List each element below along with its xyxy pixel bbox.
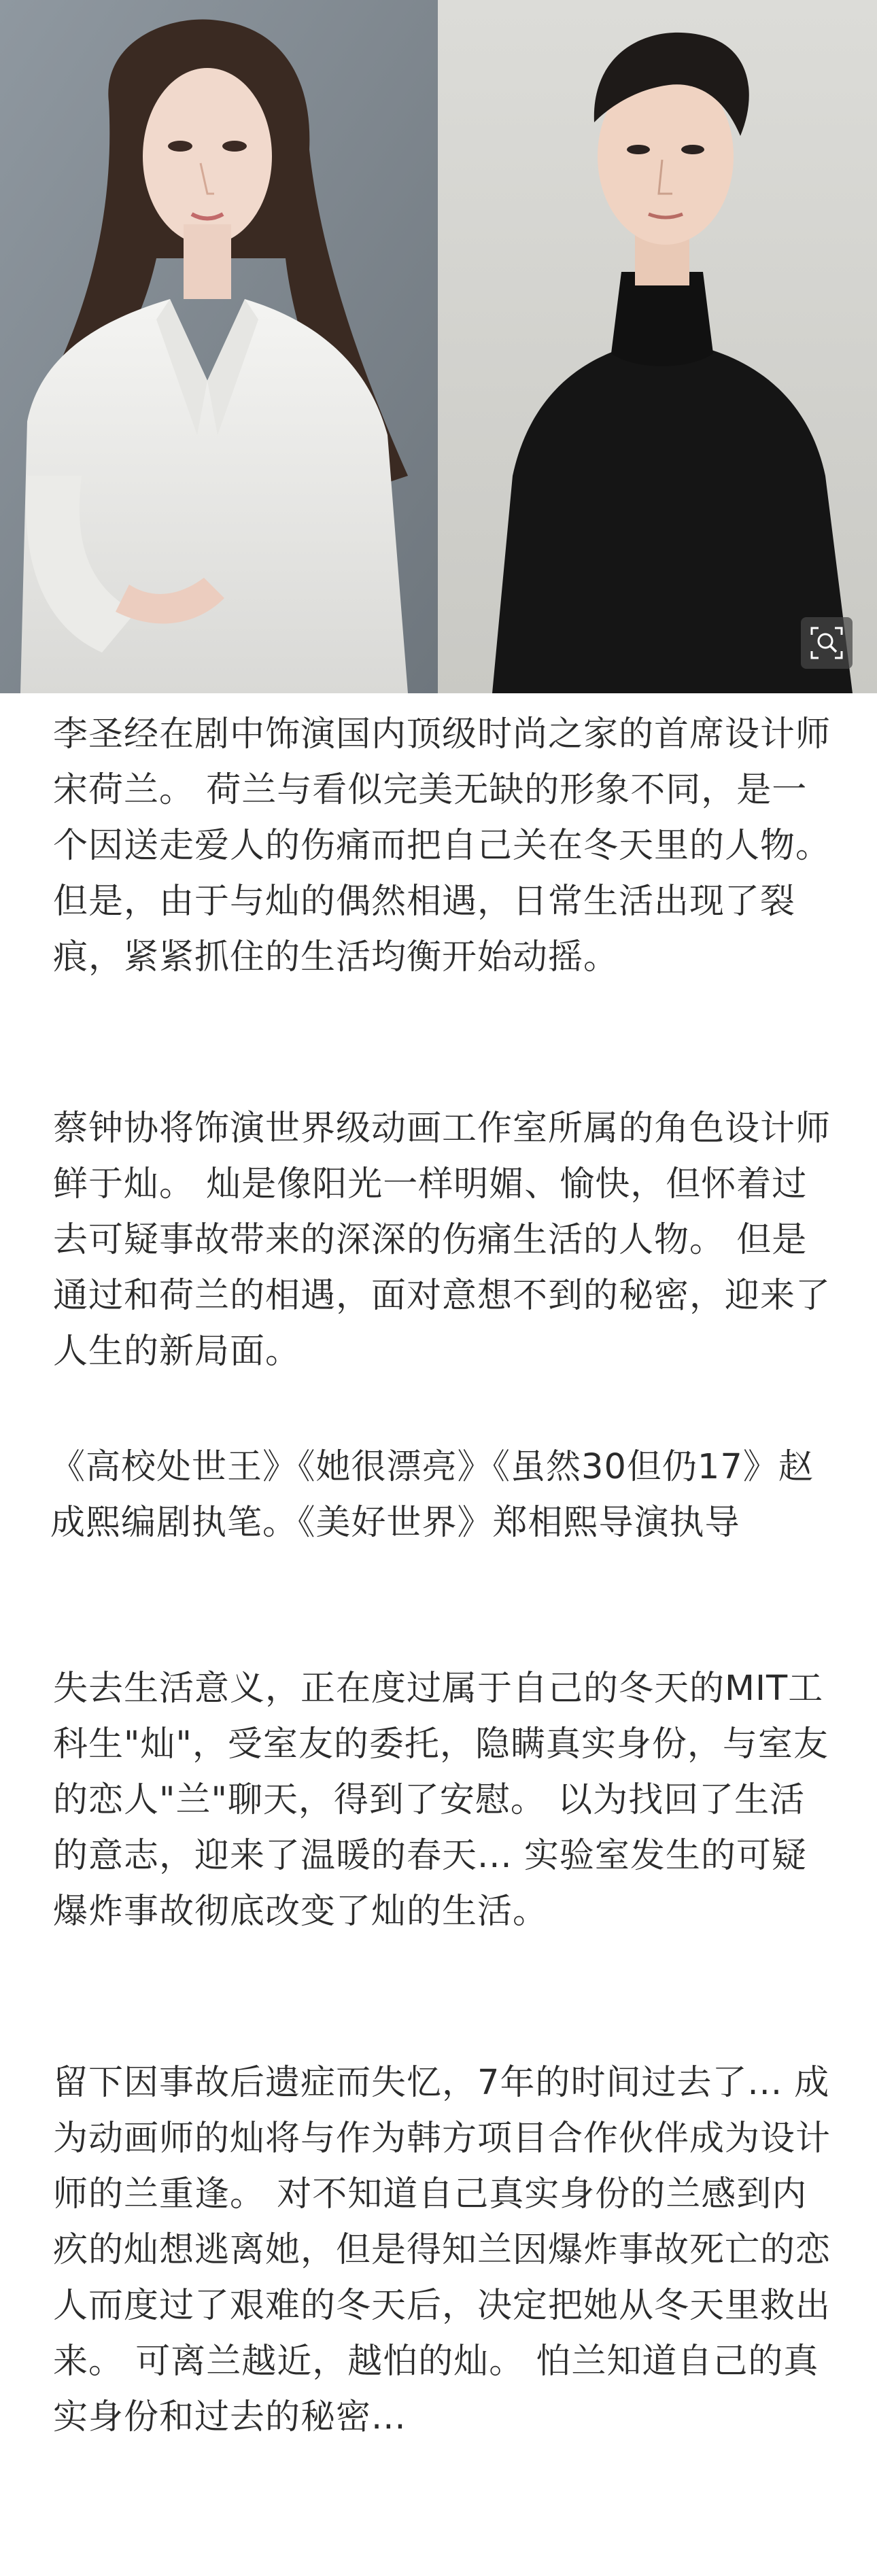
paragraph-credits: 《高校处世王》《她很漂亮》《虽然30但仍17》赵成熙编剧执笔。《美好世界》郑相熙导演执导 <box>50 1447 814 1543</box>
paragraph-synopsis-part2: 留下因事故后遗症而失忆，7年的时间过去了... 成为动画师的灿将与作为韩方项目合作伙伴成为设计师的兰重逢。 对不知道自己真实身份的兰感到内疚的灿想逃离她，但是得知兰因爆炸事故死亡的恋人而度过了艰难的冬天后，决定把她从冬天里救出来。 可离兰越近，越怕的灿。 怕兰知道自己的真实身份和过去的秘密... <box>53 2063 831 2437</box>
actress-photo-image <box>0 0 438 693</box>
paragraph-song-helan: 李圣经在剧中饰演国内顶级时尚之家的首席设计师宋荷兰。 荷兰与看似完美无缺的形象不同，是一个因送走爱人的伤痛而把自己关在冬天里的人物。 但是，由于与灿的偶然相遇，日常生活出现了裂痕，紧紧抓住的生活均衡开始动摇。 <box>53 714 831 977</box>
actor-photo[interactable] <box>438 0 877 693</box>
actor-photo-image <box>438 0 877 693</box>
cover-photos <box>0 0 877 693</box>
actress-photo[interactable] <box>0 0 438 693</box>
zoom-button[interactable] <box>801 617 853 669</box>
magnifier-zoom-icon <box>809 625 844 661</box>
paragraph-xianyu-can: 蔡钟协将饰演世界级动画工作室所属的角色设计师鲜于灿。 灿是像阳光一样明媚、愉快，但怀着过去可疑事故带来的深深的伤痛生活的人物。 但是通过和荷兰的相遇，面对意想不到的秘密，迎来了人生的新局面。 <box>53 1109 831 1372</box>
paragraph-synopsis-part1: 失去生活意义，正在度过属于自己的冬天的MIT工科生"灿"，受室友的委托，隐瞒真实身份，与室友的恋人"兰"聊天，得到了安慰。 以为找回了生活的意志，迎来了温暖的春天... 实验室发生的可疑爆炸事故彻底改变了灿的生活。 <box>53 1669 829 1932</box>
